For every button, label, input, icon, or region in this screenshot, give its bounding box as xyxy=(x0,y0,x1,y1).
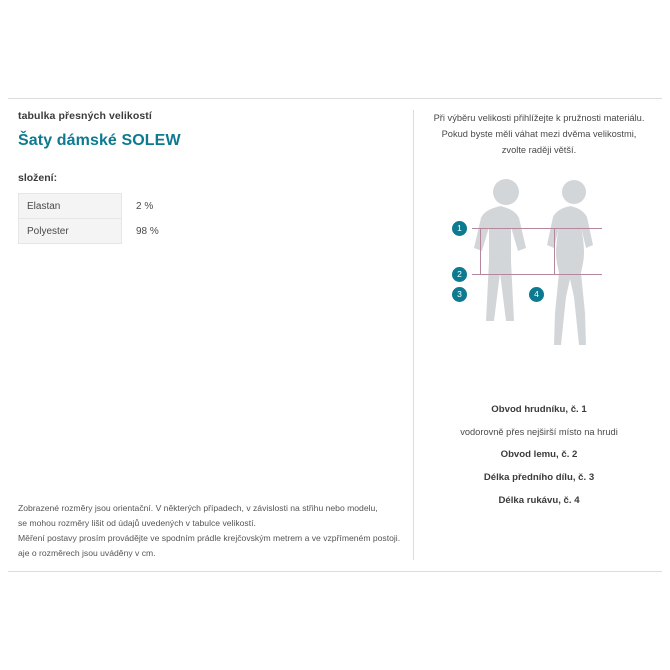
figure-diagram xyxy=(424,170,654,390)
legend-item-3: Délka předního dílu, č. 3 xyxy=(483,472,595,483)
legend-item-2: Obvod lemu, č. 2 xyxy=(500,449,578,460)
footnotes xyxy=(18,501,401,561)
legend-item-1: Obvod hrudníku, č. 1 xyxy=(491,404,587,415)
badge-2: 2 xyxy=(452,267,467,282)
footnote-line: aje o rozměrech jsou uváděny v cm. xyxy=(18,548,156,558)
measurement-guide-panel xyxy=(424,110,654,518)
hem-measure-line xyxy=(472,274,602,275)
composition-table xyxy=(18,193,215,244)
measurement-legend xyxy=(424,404,654,506)
composition-label: složení: xyxy=(18,172,58,184)
footnote-line: se mohou rozměry lišit od údajů uvedených v tabulce velikostí. xyxy=(18,518,256,528)
footnote-line: Zobrazené rozměry jsou orientační. V některých případech, v závislosti na střihu nebo modelu, xyxy=(18,503,378,513)
legend-sub-1: vodorovně přes nejširší místo na hrudi xyxy=(460,427,618,437)
front-length-line xyxy=(480,228,481,274)
advice-line: Pokud byste měli váhat mezi dvěma velikostmi, xyxy=(441,129,637,139)
badge-1: 1 xyxy=(452,221,467,236)
sleeve-length-line xyxy=(554,228,555,274)
badge-4: 4 xyxy=(529,287,544,302)
badge-3: 3 xyxy=(452,287,467,302)
product-info-panel xyxy=(18,110,398,244)
composition-material: Polyester xyxy=(19,219,122,244)
chart-subtitle: tabulka přesných velikostí xyxy=(18,110,152,122)
page-title: Šaty dámské SOLEW xyxy=(18,132,181,149)
table-row xyxy=(19,194,215,219)
composition-material: Elastan xyxy=(19,194,122,219)
column-divider xyxy=(413,110,414,560)
composition-value: 98 % xyxy=(136,225,159,237)
footnote-line: Měření postavy prosím provádějte ve spodním prádle krejčovským metrem a ve vzpřímeném postoji. xyxy=(18,533,401,543)
advice-line: Při výběru velikosti přihlížejte k pružnosti materiálu. xyxy=(433,113,645,123)
legend-item-4: Délka rukávu, č. 4 xyxy=(498,495,580,506)
chest-measure-line xyxy=(472,228,602,229)
sizing-advice xyxy=(424,110,654,158)
composition-value: 2 % xyxy=(136,200,154,212)
advice-line: zvolte raději větší. xyxy=(501,145,577,155)
table-row xyxy=(19,219,215,244)
